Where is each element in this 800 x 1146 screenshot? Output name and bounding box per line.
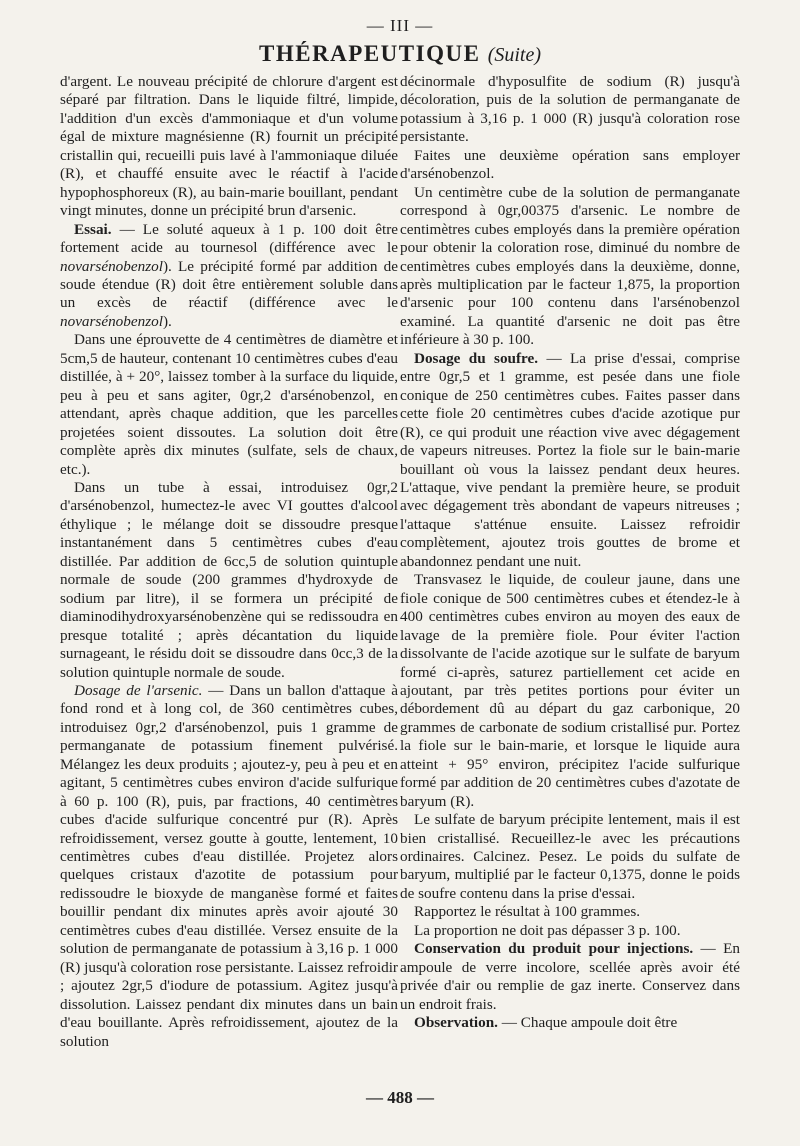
text: ). bbox=[162, 312, 172, 330]
title-text: THÉRAPEUTIQUE bbox=[259, 41, 481, 66]
paragraph-essai bbox=[60, 221, 398, 332]
paragraph: décinormale d'hyposulfite de sodium (R) jusqu'à décoloration, puis de la solution de permanganate de potassium à 3,16 p. 1 000 (R) jusqu'à coloration rose persistante. bbox=[400, 73, 740, 146]
paragraph-conservation bbox=[400, 940, 740, 1014]
section-label: Dosage de l'arsenic. bbox=[74, 681, 203, 699]
section-label: Conservation du produit pour injections. bbox=[414, 940, 694, 958]
roman-page-number: — III — bbox=[366, 16, 434, 35]
paragraph: La proportion ne doit pas dépasser 3 p. 100. bbox=[414, 921, 681, 939]
paragraph-dosage-arsenic bbox=[60, 682, 398, 1051]
paragraph: Rapportez le résultat à 100 grammes. bbox=[414, 903, 641, 921]
text: — Dans un ballon d'attaque à fond rond et à long col, de 360 centimètres cubes, introduisez 0gr,2 d'arsénobenzol, puis 1 gramme de permanganate de potassium finement pulvérisé. Mélangez les deux produits ; ajoutez-y, peu à peu et en agitant, 5 centimètres cubes environ d'acide sulfurique à 60 p. 100 (R), puis, par fractions, 40 centimètres cubes d'acide sulfurique concentré pur (R). Après refroidissement, versez goutte à goutte, lentement, 10 centimètres cubes d'eau distillée. Projetez alors quelques cristaux d'azotite de potassium pour redissoudre le bioxyde de manganèse formé et faites bouillir pendant dix minutes après avoir ajouté 30 centimètres cubes d'eau distillée. Versez ensuite de la solution de permanganate de potassium à 3,16 p. 1 000 (R) jusqu'à coloration rose persistante. Laissez refroidir ; ajoutez 2gr,5 d'iodure de potassium. Agitez jusqu'à dissolution. Laissez pendant dix minutes dans un bain d'eau bouillante. Après refroidissement, ajoutez de la solution bbox=[60, 681, 398, 1050]
text: ). Le précipité formé par addition de soude étendue (R) doit être entièrement soluble dans un excès de réactif (différence avec le bbox=[60, 257, 398, 312]
paragraph: Dans une éprouvette de 4 centimètres de diamètre et 5cm,5 de hauteur, contenant 10 centimètres cubes d'eau distillée, à + 20°, laissez tomber à la surface du liquide, peu à peu et sans agiter, 0gr,2 d'arsénobenzol, en attendant, après chaque addition, que les parcelles projetées soient dissoutes. La solution doit être complète après dix minutes (sulfate, sels de chaux, etc.). bbox=[60, 331, 398, 478]
text: — Le soluté aqueux à 1 p. 100 doit être fortement acide au tournesol (différence avec le bbox=[60, 220, 398, 257]
paragraph-dosage-soufre bbox=[400, 350, 740, 571]
section-label: Essai. bbox=[74, 220, 112, 238]
paragraph: Le sulfate de baryum précipite lentement, mais il est bien cristallisé. Recueillez-le avec les précautions ordinaires. Calcinez. Pesez. Le poids du sulfate de baryum, multiplié par le facteur 0,1375, donne le poids de soufre contenu dans la prise d'essai. bbox=[400, 811, 740, 902]
right-column bbox=[400, 73, 740, 1033]
italic-term: novarsénobenzol bbox=[60, 257, 163, 275]
section-label: Dosage du soufre. bbox=[414, 349, 539, 367]
section-label: Observation. bbox=[414, 1014, 498, 1032]
paragraph-observation bbox=[400, 1014, 740, 1032]
paragraph: Un centimètre cube de la solution de permanganate correspond à 0gr,00375 d'arsenic. Le nombre de centimètres cubes employés dans la première opération pour obtenir la coloration rose, diminué du nombre de centimètres cubes employés dans la deuxième, donne, après multiplication par le facteur 1,875, la proportion d'arsenic pour 100 contenu dans l'arsénobenzol examiné. La quantité d'arsenic ne doit pas être inférieure à 30 p. 100. bbox=[400, 183, 740, 349]
paragraph: Faites une deuxième opération sans employer d'arsénobenzol. bbox=[400, 146, 740, 183]
page-title bbox=[0, 41, 800, 67]
italic-term: novarsénobenzol bbox=[60, 312, 163, 330]
paragraph: d'argent. Le nouveau précipité de chlorure d'argent est séparé par filtration. Dans le liquide filtré, limpide, l'addition d'un excès d'ammoniaque et d'un volume égal de mixture magnésienne (R) fournit un précipité cristallin qui, recueilli puis lavé à l'ammoniaque diluée (R), et chauffé ensuite avec le réactif à l'acide hypophosphoreux (R), au bain-marie bouillant, pendant vingt minutes, donne un précipité brun d'arsenic. bbox=[60, 73, 398, 220]
text: — En ampoule de verre incolore, scellée après avoir été privée d'air ou remplie de gaz inerte. Conservez dans un endroit frais. bbox=[400, 940, 740, 1013]
page-number: — 488 — bbox=[366, 1088, 434, 1107]
text: — Chaque ampoule doit être bbox=[497, 1014, 678, 1032]
paragraph: Transvasez le liquide, de couleur jaune, dans une fiole conique de 500 centimètres cubes et étendez-le à 400 centimètres cubes environ au moyen des eaux de lavage de la première fiole. Pour éviter l'action dissolvante de l'acide azotique sur le sulfate de baryum formé ci-après, saturez partiellement cet acide en ajoutant, par très petites portions pour éviter un débordement dû au départ du gaz carbonique, 20 grammes de carbonate de sodium cristallisé pur. Portez la fiole sur le bain-marie, et lorsque le liquide aura atteint + 95° environ, précipitez l'acide sulfurique formé par addition de 20 centimètres cubes d'azotate de baryum (R). bbox=[400, 571, 740, 810]
paragraph: Dans un tube à essai, introduisez 0gr,2 d'arsénobenzol, humectez-le avec VI gouttes d'alcool éthylique ; le mélange doit se dissoudre presque instantanément dans 5 centimètres cubes d'eau distillée. Par addition de 6cc,5 de solution quintuple normale de soude (200 grammes d'hydroxyde de sodium par litre), il se formera un précipité de diaminodihydroxyarsénobenzène qui se redissoudra en presque totalité ; après décantation du liquide surnageant, le résidu doit se dissoudre dans 0cc,3 de la solution quintuple normale de soude. bbox=[60, 478, 398, 681]
title-suffix: (Suite) bbox=[487, 44, 541, 66]
left-column bbox=[60, 73, 398, 1051]
text: — La prise d'essai, comprise entre 0gr,5 et 1 gramme, est pesée dans une fiole conique de 250 centimètres cubes. Faites passer dans cette fiole 20 centimètres cubes d'acide azotique pur (R), ce qui produit une réaction vive avec dégagement de vapeurs nitreuses. Portez la fiole sur le bain-marie bouillant où vous la laissez pendant deux heures. L'attaque, vive pendant la première heure, se produit avec dégagement très abondant de vapeurs nitreuses ; l'attaque s'atténue ensuite. Laissez refroidir complètement, ajoutez trois gouttes de brome et abandonnez pendant une nuit. bbox=[400, 349, 740, 570]
